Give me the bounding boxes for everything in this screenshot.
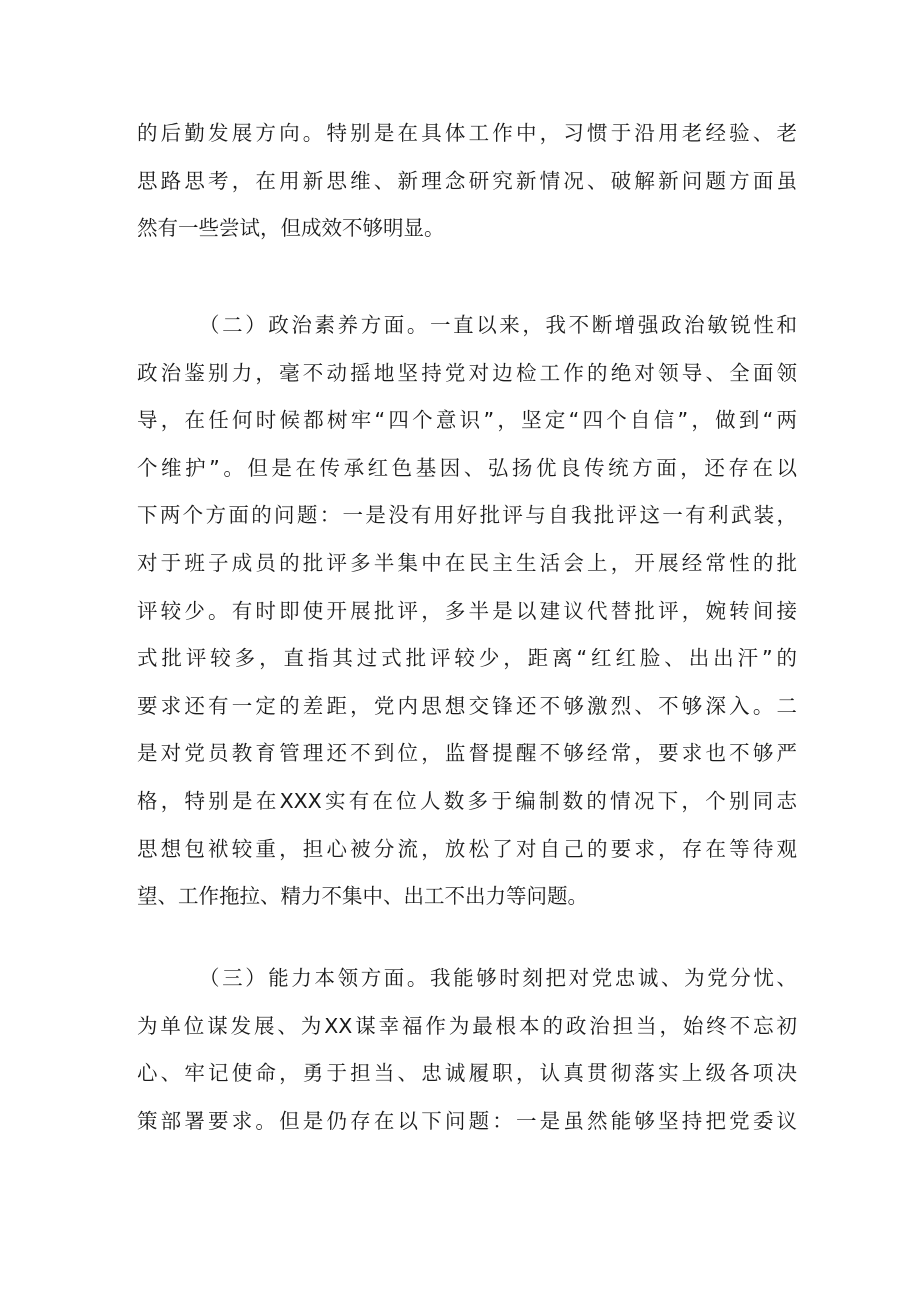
paragraph-2-political-quality [137,302,797,921]
text-line: 对于班子成员的批评多半集中在民主生活会上，开展经常性的批 [137,550,797,575]
text-line: 式批评较多，直指其过式批评较少，距离“红红脸、出出汗”的 [137,646,797,671]
paragraph-1 [137,110,797,253]
text-line: 要求还有一定的差距，党内思想交锋还不够激烈、不够深入。二 [137,693,797,718]
text-line: 策部署要求。但是仍存在以下问题：一是虽然能够坚持把党委议 [137,1108,797,1133]
text-line: 望、工作拖拉、精力不集中、出工不出力等问题。 [137,884,588,909]
text-line: 为单位谋发展、为XX谋幸福作为最根本的政治担当，始终不忘初 [137,1013,797,1038]
text-line: 心、牢记使命，勇于担当、忠诚履职，认真贯彻落实上级各项决 [137,1061,797,1086]
text-line: 思路思考，在用新思维、新理念研究新情况、破解新问题方面虽 [137,168,797,193]
text-line: 导，在任何时候都树牢“四个意识”，坚定“四个自信”，做到“两 [137,408,797,433]
text-line: （二）政治素养方面。一直以来，我不断增强政治敏锐性和 [199,313,797,337]
text-line: 然有一些尝试，但成效不够明显。 [137,216,445,241]
text-line: 下两个方面的问题：一是没有用好批评与自我批评这一有利武装， [137,503,797,528]
paragraph-3-ability [137,955,797,1145]
text-line: 政治鉴别力，毫不动摇地坚持党对边检工作的绝对领导、全面领 [137,360,797,385]
text-line: （三）能力本领方面。我能够时刻把对党忠诚、为党分忧、 [199,966,797,990]
text-line: 评较少。有时即使开展批评，多半是以建议代替批评，婉转间接 [137,598,797,623]
text-line: 思想包袱较重，担心被分流，放松了对自己的要求，存在等待观 [137,836,797,861]
text-line: 的后勤发展方向。特别是在具体工作中，习惯于沿用老经验、老 [137,121,797,145]
text-line: 是对党员教育管理还不到位，监督提醒不够经常，要求也不够严 [137,741,797,766]
text-line: 个维护”。但是在传承红色基因、弘扬优良传统方面，还存在以 [137,455,797,480]
text-line: 格，特别是在XXX实有在位人数多于编制数的情况下，个别同志 [137,788,797,813]
